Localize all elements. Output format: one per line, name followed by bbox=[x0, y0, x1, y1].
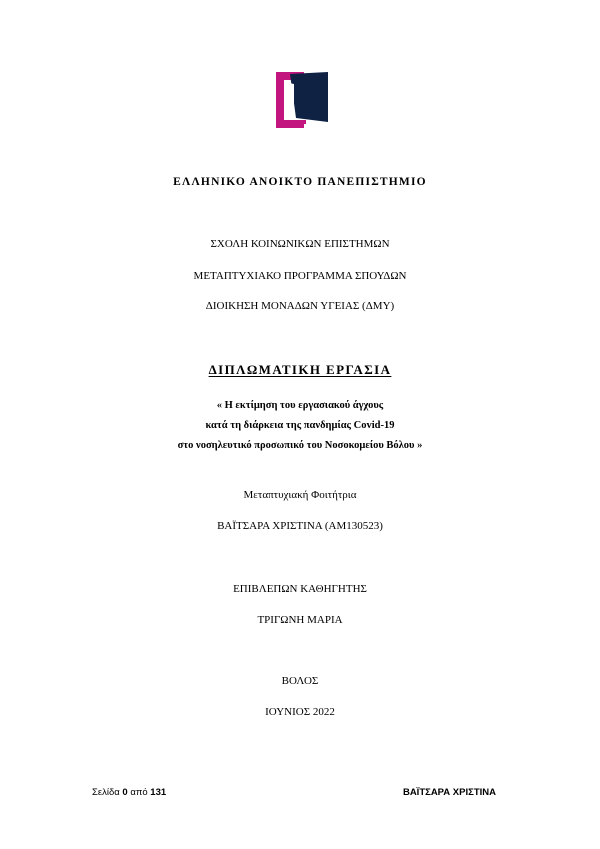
student-name: ΒΑΪΤΣΑΡΑ ΧΡΙΣΤΙΝΑ (ΑΜ130523) bbox=[217, 520, 383, 532]
university-logo bbox=[276, 72, 328, 128]
university-name: ΕΛΛΗΝΙΚΟ ΑΝΟΙΚΤΟ ΠΑΝΕΠΙΣΤΗΜΙΟ bbox=[173, 176, 427, 188]
thesis-title bbox=[0, 396, 600, 456]
footer-author: ΒΑΪΤΣΑΡΑ ΧΡΙΣΤΙΝΑ bbox=[402, 787, 496, 798]
page-prefix: Σελίδα bbox=[92, 787, 123, 798]
page-total: 131 bbox=[150, 787, 167, 798]
thesis-title-line-3: στο νοσηλευτικό προσωπικό του Νοσοκομείου Βόλου » bbox=[177, 440, 423, 451]
specialty-name: ΔΙΟΙΚΗΣΗ ΜΟΝΑΔΩΝ ΥΓΕΙΑΣ (ΔΜΥ) bbox=[205, 300, 395, 312]
student-role: Μεταπτυχιακή Φοιτήτρια bbox=[243, 489, 357, 501]
program-name: ΜΕΤΑΠΤΥΧΙΑΚΟ ΠΡΟΓΡΑΜΜΑ ΣΠΟΥΔΩΝ bbox=[193, 270, 407, 282]
page-current: 0 bbox=[122, 787, 128, 798]
supervisor-name: ΤΡΙΓΩΝΗ ΜΑΡΙΑ bbox=[257, 614, 343, 626]
city: ΒΟΛΟΣ bbox=[281, 675, 319, 687]
page-mid: από bbox=[127, 787, 151, 798]
page-number bbox=[92, 787, 166, 798]
thesis-title-line-1: « Η εκτίμηση του εργασιακού άγχους bbox=[216, 400, 384, 411]
supervisor-role: ΕΠΙΒΛΕΠΩΝ ΚΑΘΗΓΗΤΗΣ bbox=[233, 583, 367, 595]
document-type-heading: ΔΙΠΛΩΜΑΤΙΚΗ ΕΡΓΑΣΙΑ bbox=[208, 362, 392, 377]
date: ΙΟΥΝΙΟΣ 2022 bbox=[265, 706, 335, 718]
school-name: ΣΧΟΛΗ ΚΟΙΝΩΝΙΚΩΝ ΕΠΙΣΤΗΜΩΝ bbox=[210, 238, 390, 250]
thesis-title-line-2: κατά τη διάρκεια της πανδημίας Covid-19 bbox=[205, 420, 395, 431]
